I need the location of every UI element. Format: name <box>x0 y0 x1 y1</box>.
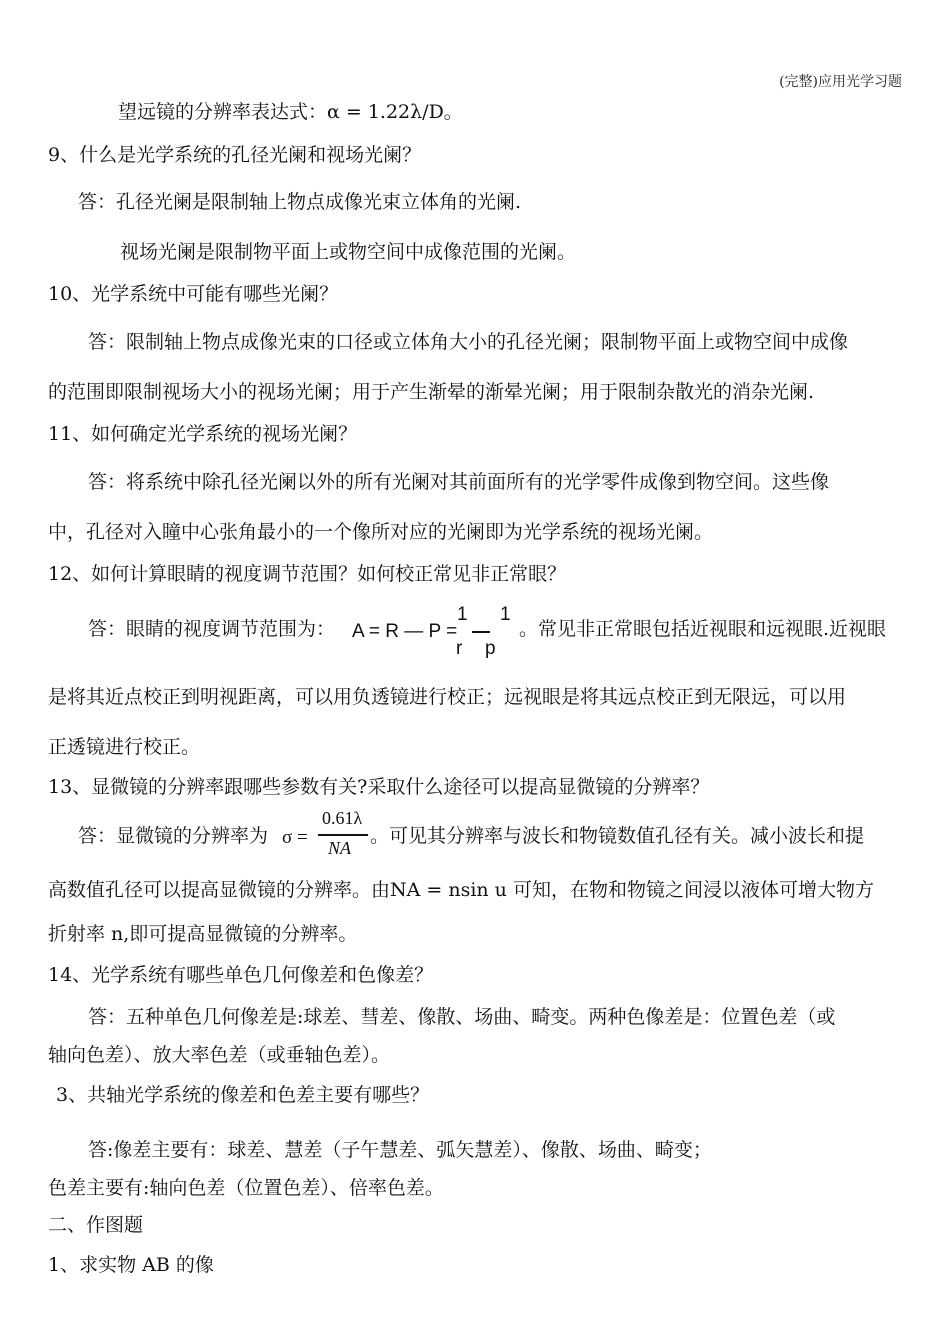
answer-14-line-1: 答：五种单色几何像差是:球差、彗差、像散、场曲、畸变。两种色像差是：位置色差（或 <box>88 1006 836 1028</box>
answer-10-line-2: 的范围即限制视场大小的视场光阑；用于产生渐晕的渐晕光阑；用于限制杂散光的消杂光阑. <box>48 381 815 403</box>
answer-9-line-2: 视场光阑是限制物平面上或物空间中成像范围的光阑。 <box>120 241 577 263</box>
fraction-2-numerator: 1 <box>500 604 511 625</box>
fraction-1-denominator: r <box>456 638 463 659</box>
answer-9-line-1: 答：孔径光阑是限制轴上物点成像光束立体角的光阑. <box>78 191 522 213</box>
answer-13-line-2: 高数值孔径可以提高显微镜的分辨率。由NA = nsin u 可知，在物和物镜之间浸以液体可增大物方 <box>48 879 874 901</box>
answer-12-line-2: 是将其近点校正到明视距离，可以用负透镜进行校正；远视眼是将其远点校正到无限远，可以用 <box>48 686 847 708</box>
fraction-minus-bar <box>472 631 490 633</box>
sigma-label: σ = <box>282 827 308 848</box>
question-13: 13、显微镜的分辨率跟哪些参数有关?采取什么途径可以提高显微镜的分辨率？ <box>48 776 710 798</box>
resolution-denominator: NA <box>328 838 352 858</box>
question-14: 14、光学系统有哪些单色几何像差和色像差？ <box>48 964 434 986</box>
resolution-numerator: 0.61λ <box>322 808 363 828</box>
answer-11-line-2: 中，孔径对入瞳中心张角最小的一个像所对应的光阑即为光学系统的视场光阑。 <box>48 521 714 543</box>
question-12: 12、如何计算眼睛的视度调节范围？如何校正常见非正常眼？ <box>48 563 567 585</box>
question-11: 11、如何确定光学系统的视场光阑？ <box>48 423 358 445</box>
page-header: (完整)应用光学习题 <box>779 74 902 90</box>
answer-14-line-2: 轴向色差）、放大率色差（或垂轴色差）。 <box>48 1044 391 1066</box>
answer-13-line-3: 折射率 n,即可提高显微镜的分辨率。 <box>48 923 358 945</box>
answer-13-suffix: 。可见其分辨率与波长和物镜数值孔径有关。减小波长和提 <box>370 825 865 847</box>
answer-3-line-2: 色差主要有:轴向色差（位置色差）、倍率色差。 <box>48 1177 444 1199</box>
question-10: 10、光学系统中可能有哪些光阑？ <box>48 283 339 305</box>
answer-12-line-3: 正透镜进行校正。 <box>48 736 201 758</box>
answer-11-line-1: 答：将系统中除孔径光阑以外的所有光阑对其前面所有的光学零件成像到物空间。这些像 <box>88 471 830 493</box>
answer-13-prefix: 答：显微镜的分辨率为 <box>78 825 269 847</box>
question-9: 9、什么是光学系统的孔径光阑和视场光阑？ <box>48 144 422 166</box>
drawing-question-1: 1、求实物 AB 的像 <box>48 1254 214 1276</box>
answer-10-line-1: 答：限制轴上物点成像光束的口径或立体角大小的孔径光阑；限制物平面上或物空间中成像 <box>88 331 849 353</box>
resolution-fraction-bar <box>318 834 368 836</box>
answer-12-suffix: 。常见非正常眼包括近视眼和远视眼.近视眼 <box>519 618 887 640</box>
answer-12-prefix: 答：眼睛的视度调节范围为： <box>88 618 336 640</box>
question-3: 3、共轴光学系统的像差和色差主要有哪些？ <box>56 1084 430 1106</box>
section-2-title: 二、作图题 <box>48 1214 144 1236</box>
fraction-2-denominator: p <box>485 638 496 659</box>
telescope-formula-line: 望远镜的分辨率表达式：α = 1.22λ/D。 <box>118 101 463 123</box>
fraction-1-numerator: 1 <box>457 604 468 625</box>
answer-3-line-1: 答:像差主要有：球差、慧差（子午慧差、弧矢慧差）、像散、场曲、畸变； <box>88 1139 712 1161</box>
eye-range-formula: A = R — P = <box>352 621 458 642</box>
